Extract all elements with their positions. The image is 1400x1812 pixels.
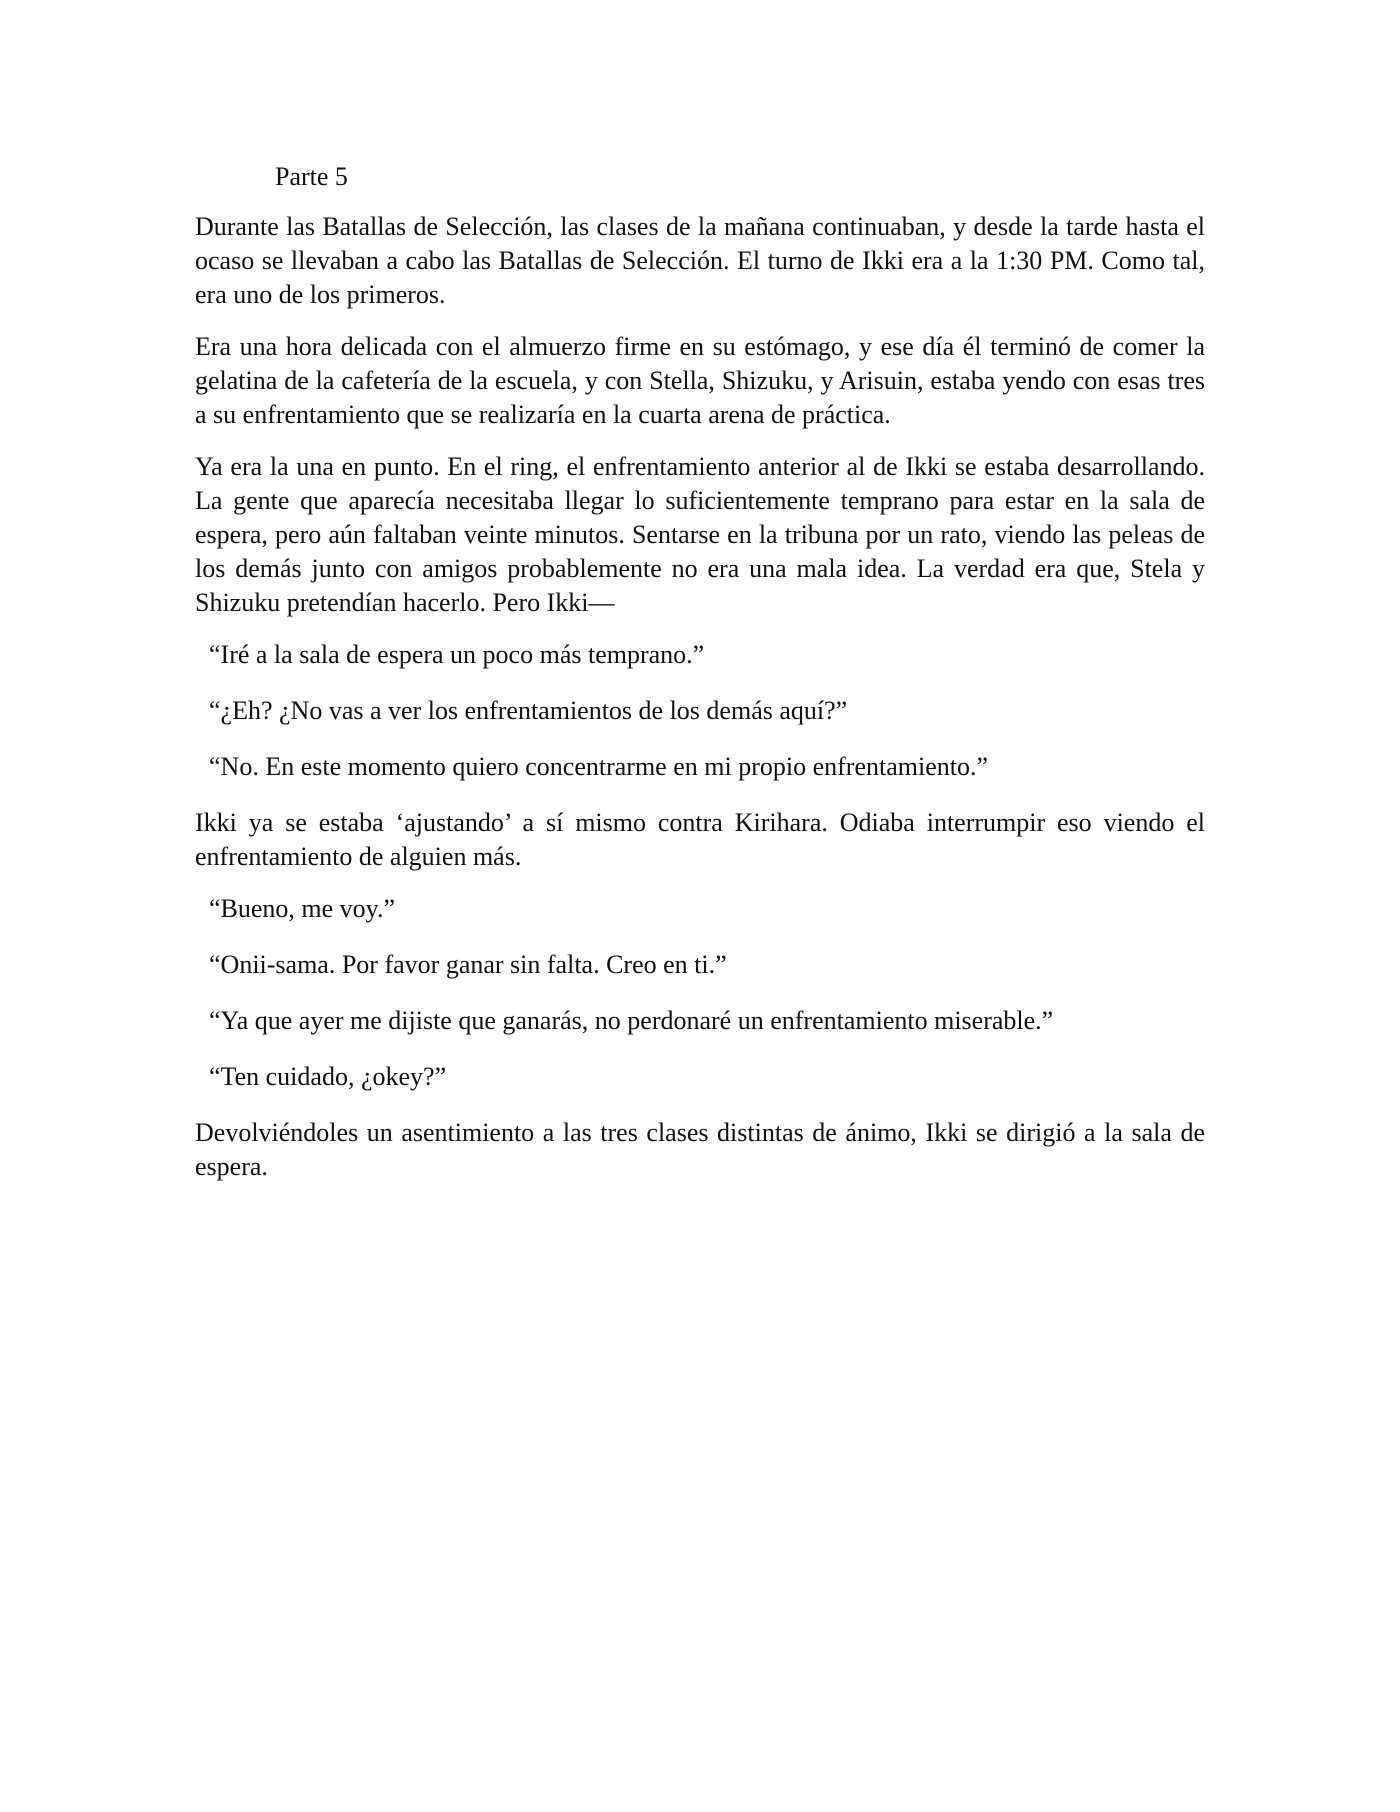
dialogue-line-5: “Onii-sama. Por favor ganar sin falta. Creo en ti.”: [209, 950, 727, 979]
page-content: [195, 160, 1205, 1202]
section-heading: Parte 5: [275, 162, 348, 191]
dialogue-line-1: “Iré a la sala de espera un poco más temprano.”: [209, 640, 705, 669]
dialogue-line-7: “Ten cuidado, ¿okey?”: [209, 1062, 447, 1091]
dialogue-line-6: “Ya que ayer me dijiste que ganarás, no perdonaré un enfrentamiento miserable.”: [209, 1006, 1054, 1035]
dialogue-line-4: “Bueno, me voy.”: [209, 894, 396, 923]
paragraph-2: Era una hora delicada con el almuerzo firme en su estómago, y ese día él terminó de comer la gelatina de la cafetería de la escuela, y con Stella, Shizuku, y Arisuin, estaba yendo con esas tres a su enfrentamiento que se realizaría en la cuarta arena de práctica.: [195, 332, 1205, 429]
dialogue-line-2: “¿Eh? ¿No vas a ver los enfrentamientos de los demás aquí?”: [209, 696, 848, 725]
dialogue-line-3: “No. En este momento quiero concentrarme en mi propio enfrentamiento.”: [209, 752, 988, 781]
paragraph-5: Devolviéndoles un asentimiento a las tres clases distintas de ánimo, Ikki se dirigió a la sala de espera.: [195, 1118, 1205, 1181]
paragraph-1: Durante las Batallas de Selección, las clases de la mañana continuaban, y desde la tarde hasta el ocaso se llevaban a cabo las Batallas de Selección. El turno de Ikki era a la 1:30 PM. Como tal, era uno de los primeros.: [195, 212, 1205, 309]
paragraph-4: Ikki ya se estaba ‘ajustando’ a sí mismo contra Kirihara. Odiaba interrumpir eso viendo el enfrentamiento de alguien más.: [195, 808, 1205, 871]
paragraph-3: Ya era la una en punto. En el ring, el enfrentamiento anterior al de Ikki se estaba desarrollando. La gente que aparecía necesitaba llegar lo suficientemente temprano para estar en la sala de espera, pero aún faltaban veinte minutos. Sentarse en la tribuna por un rato, viendo las peleas de los demás junto con amigos probablemente no era una mala idea. La verdad era que, Stela y Shizuku pretendían hacerlo. Pero Ikki—: [195, 452, 1205, 617]
